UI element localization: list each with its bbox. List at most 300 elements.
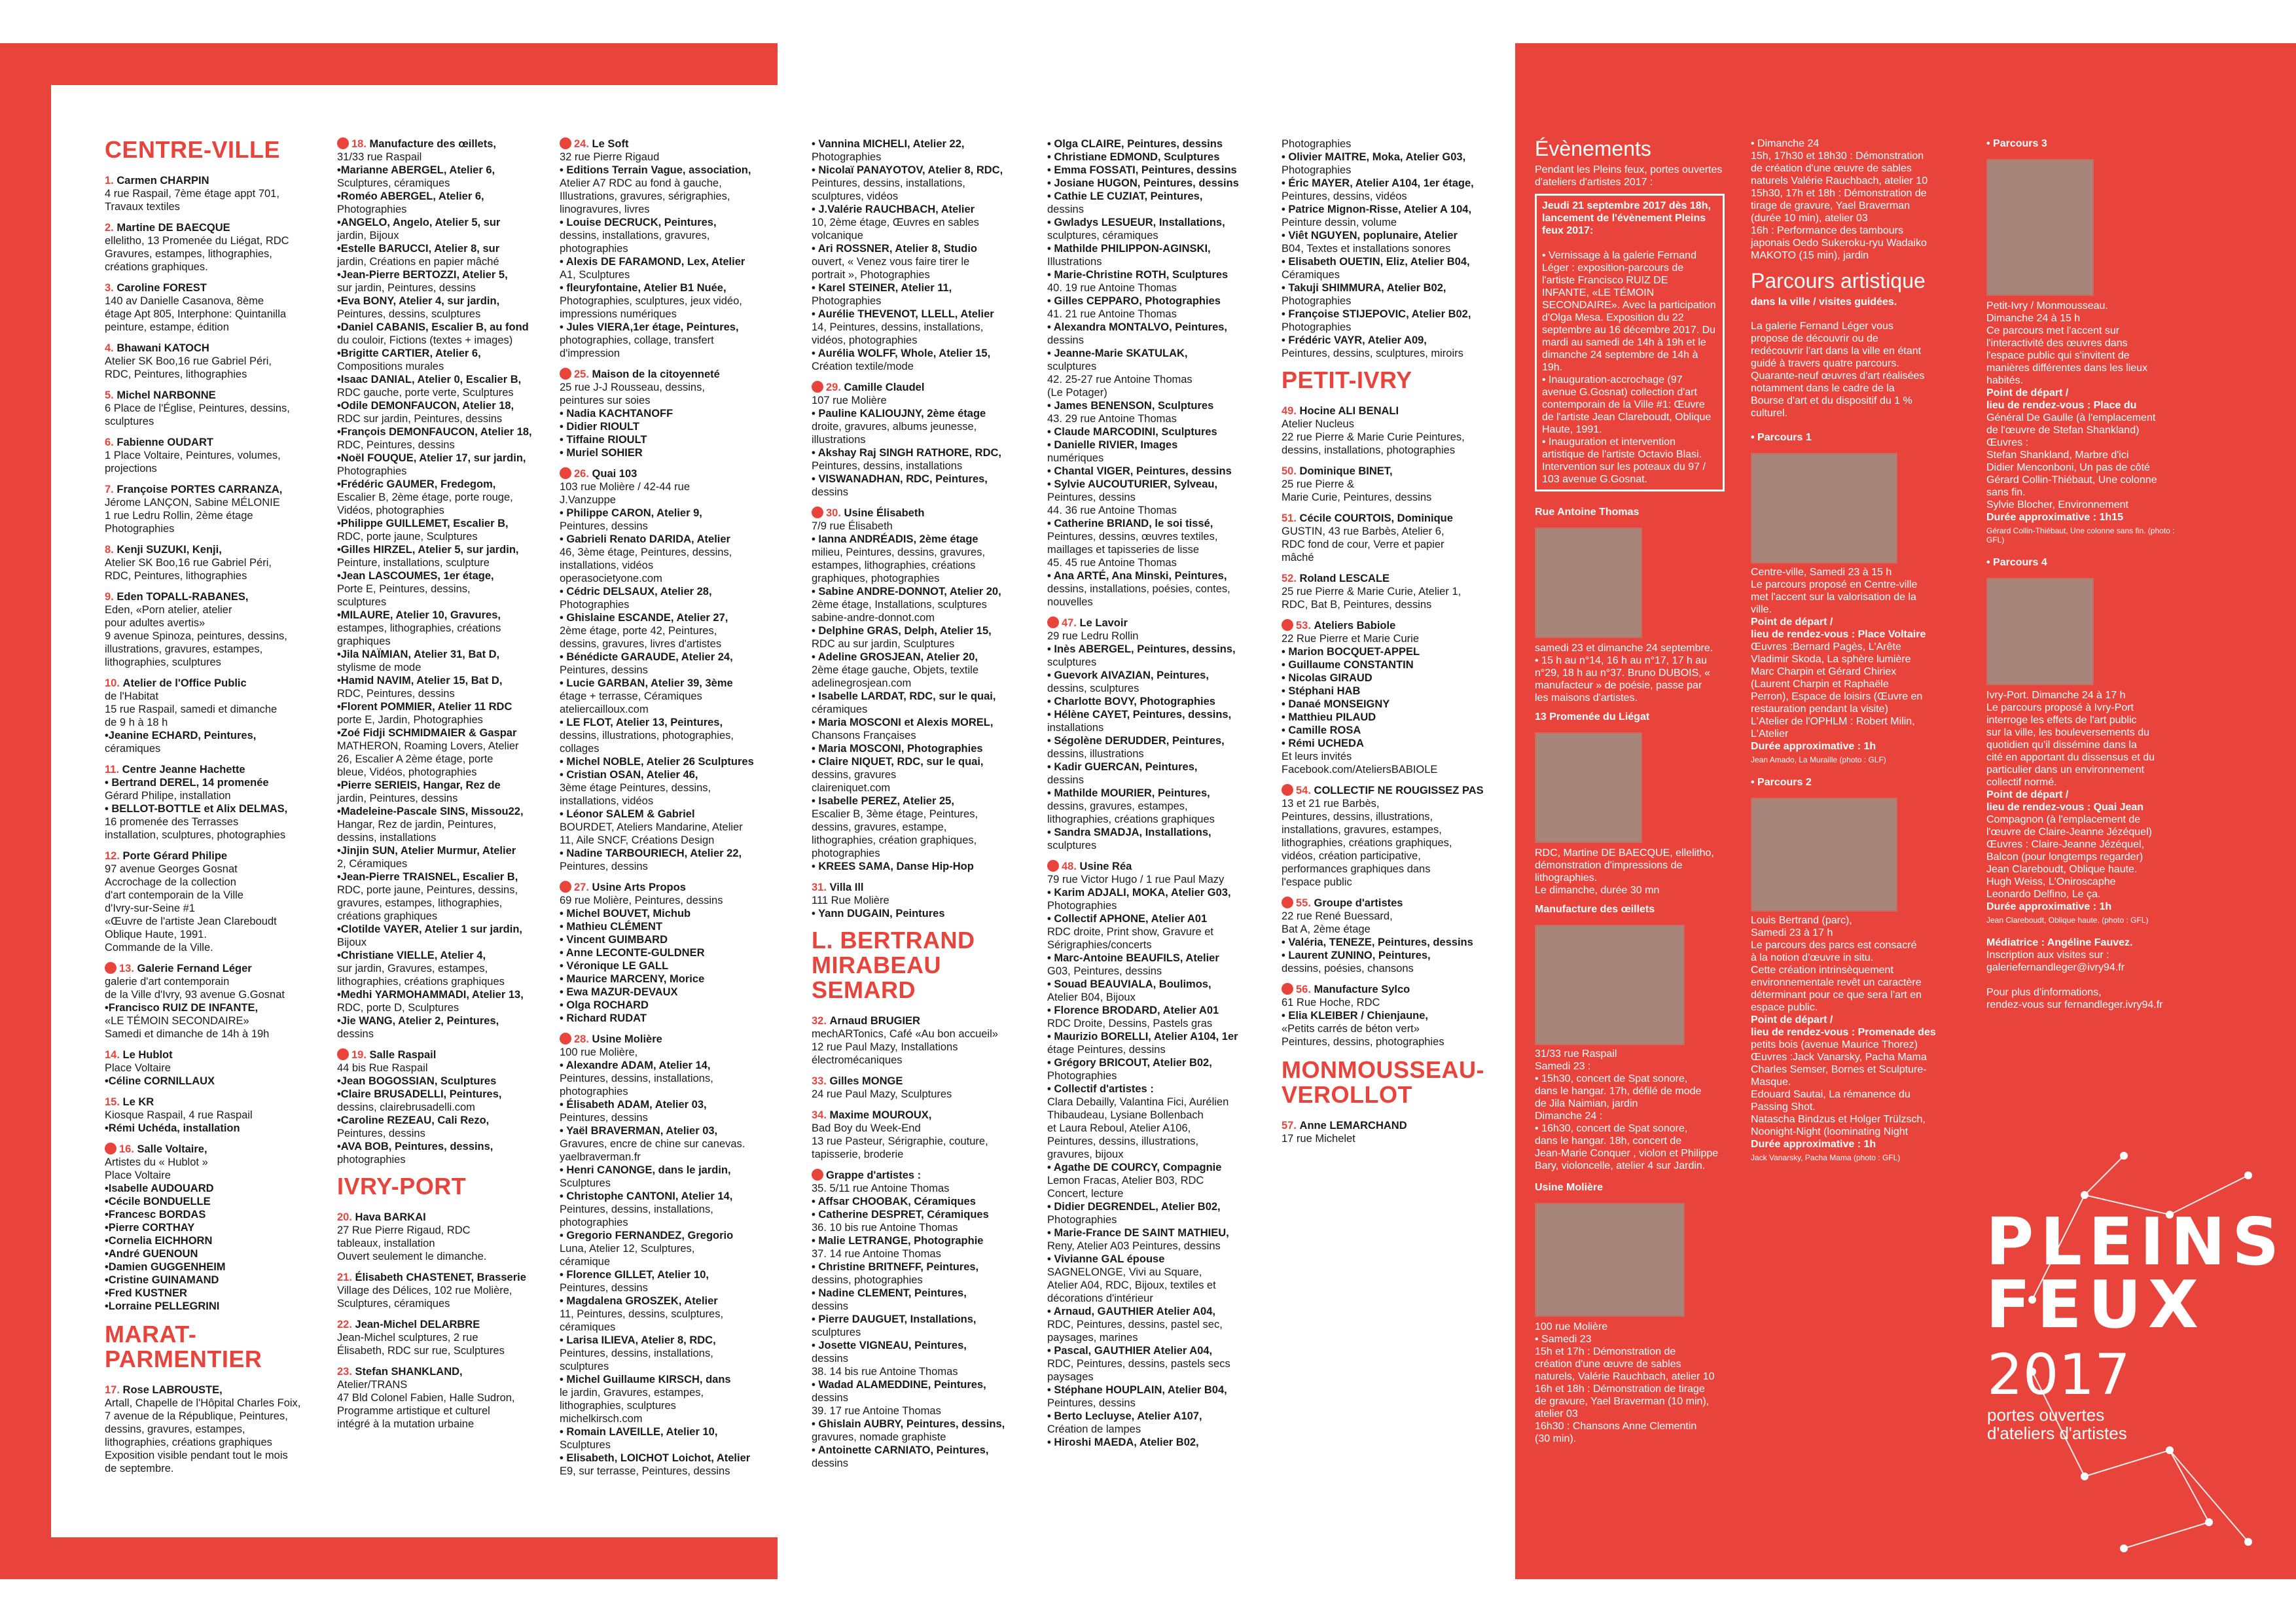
entry-line: dessins, clairebrusadelli.com xyxy=(337,1101,475,1113)
entry-line: Sérigraphies/concerts xyxy=(1047,939,1152,951)
entry-line: dessins xyxy=(1047,774,1084,786)
text-line: démonstration d'impressions de xyxy=(1535,860,1683,871)
text-line: • 16h30, concert de Spat sonore, xyxy=(1535,1123,1688,1134)
entry-line: •Jean-Pierre BERTOZZI, Atelier 5, xyxy=(337,269,508,281)
list-entry xyxy=(105,436,321,475)
list-entry xyxy=(1282,465,1498,504)
entry-line: 2ème étage, Installations, sculptures xyxy=(812,599,987,611)
text-line: Leonardo Delfino, Le ça. xyxy=(1986,889,2101,900)
entry-line: • Guevork AIVAZIAN, Peintures, xyxy=(1047,669,1209,681)
photo-parcours-4 xyxy=(1986,578,2094,685)
entry-line: dessins, illustrations, photographies, xyxy=(560,730,734,741)
entry-line: Création textile/mode xyxy=(812,361,914,372)
entry-line: • Delphine GRAS, Delph, Atelier 15, xyxy=(812,625,992,637)
text-line: Ce parcours met l'accent sur xyxy=(1986,325,2120,336)
entry-line: Peintures, dessins, installations xyxy=(812,460,963,472)
text-line: petits bois (avenue Maurice Thorez) xyxy=(1751,1039,1918,1050)
entry-line: Peintures, dessins, sculptures xyxy=(337,308,481,320)
entry-heading xyxy=(105,342,321,355)
entry-line: Bad Boy du Week-End xyxy=(812,1122,921,1134)
text-line: 15h30, 17h et 18h : Démonstration de xyxy=(1751,188,1927,199)
list-entry xyxy=(812,881,1028,920)
entry-line: • Cristian OSAN, Atelier 46, xyxy=(560,769,698,781)
entry-line: 15 rue Raspail, samedi et dimanche xyxy=(105,704,278,715)
parcours-3-caption: Gérard Collin-Thiébaut, Une colonne sans fin. (photo : GFL) xyxy=(1986,526,2175,544)
entry-line: Village des Délices, 102 rue Molière, xyxy=(337,1285,512,1296)
entry-line: RDC, Peintures, dessins xyxy=(337,439,455,451)
entry-line: • Adeline GROSJEAN, Atelier 20, xyxy=(812,651,978,663)
entry-line: •Madeleine-Pascale SINS, Missou22, xyxy=(337,806,524,817)
list-entry xyxy=(105,590,321,669)
entry-heading xyxy=(1282,897,1498,910)
entry-line: • Gwladys LESUEUR, Installations, xyxy=(1047,217,1225,228)
entry-line: jardin, Créations en papier mâché xyxy=(337,256,499,268)
text-line: Œuvres : Claire-Jeanne Jézéquel, xyxy=(1986,839,2145,850)
text-block xyxy=(1535,1048,1725,1172)
text-line: galeriefernandleger@ivry94.fr xyxy=(1986,962,2125,973)
entry-line: • Elia KLEIBER / Chienjaune, xyxy=(1282,1010,1428,1022)
entry-line: • Rémi UCHEDA xyxy=(1282,738,1364,749)
entry-name: Roland LESCALE xyxy=(1299,573,1390,584)
pleins-feux-logo xyxy=(1986,1204,2286,1343)
text-line: (durée 10 min), atelier 03 xyxy=(1751,213,1868,224)
entry-line: ouvert, « Venez vous faire tirer le xyxy=(812,256,970,268)
entry-line: 22 rue René Buessard, xyxy=(1282,910,1393,922)
entry-line: dessins, photographies xyxy=(812,1274,923,1286)
text-line: propose de découvrir ou de xyxy=(1751,333,1878,344)
text-line: Le parcours des parcs est consacré xyxy=(1751,940,1917,951)
entry-line: RDC, Bat B, Peintures, dessins xyxy=(1282,599,1432,611)
entry-line: 7/9 rue Élisabeth xyxy=(812,520,893,532)
entry-line: • Isabelle LARDAT, RDC, sur le quai, xyxy=(812,690,996,702)
entry-line: 40. 19 rue Antoine Thomas xyxy=(1047,282,1177,294)
entry-line: • Alexis DE FARAMOND, Lex, Atelier xyxy=(560,256,745,268)
text-block xyxy=(1751,137,1947,262)
entry-line: Peinture dessin, volume xyxy=(1282,217,1397,228)
entry-line: • Emma FOSSATI, Peintures, dessins xyxy=(1047,164,1237,176)
entry-number: 52. xyxy=(1282,573,1297,584)
entry-number: 6. xyxy=(105,437,114,448)
entry-line: dessins, gravures, livres d'artistes xyxy=(560,638,722,650)
column-3 xyxy=(560,137,776,1486)
text-line: manières différentes dans les lieux xyxy=(1986,363,2148,374)
entry-line: 16 promenée des Terrasses xyxy=(105,816,239,828)
entry-name: Hocine ALI BENALI xyxy=(1299,405,1399,417)
entry-line: • Sabine ANDRE-DONNOT, Atelier 20, xyxy=(812,586,1001,597)
entry-number: 7. xyxy=(105,484,114,495)
section-title-marat-parmentier: MARAT-PARMENTIER xyxy=(105,1321,262,1372)
list-entry xyxy=(337,137,547,1041)
entry-line: 31/33 rue Raspail xyxy=(337,151,422,163)
entry-line: Photographies xyxy=(1282,138,1352,150)
entry-line: Bat A, 2ème étage xyxy=(1282,923,1371,935)
entry-line: • Vivianne GAL épouse xyxy=(1047,1253,1165,1265)
text-line: 16h30 : Chansons Anne Clementin xyxy=(1535,1421,1697,1432)
list-entry xyxy=(812,381,1028,499)
entry-line: 13 et 21 rue Barbès, xyxy=(1282,798,1380,810)
entry-line: • Patrice Mignon-Risse, Atelier A 104, xyxy=(1282,204,1472,215)
entry-name: Le Soft xyxy=(592,138,629,150)
list-entry xyxy=(1282,1119,1498,1145)
text-line: Point de départ / xyxy=(1986,789,2069,800)
entry-number: 32. xyxy=(812,1015,827,1027)
entry-line: • Guillaume CONSTANTIN xyxy=(1282,659,1414,671)
entry-line: • Isabelle PEREZ, Atelier 25, xyxy=(812,795,954,807)
entry-line: 44. 36 rue Antoine Thomas xyxy=(1047,505,1177,516)
text-line: Durée approximative : 1h xyxy=(1751,1139,1876,1150)
entry-line: pour adultes avertis» xyxy=(105,617,206,629)
text-line: • 15h30, concert de Spat sonore, xyxy=(1535,1073,1688,1084)
logo-subtitle-line-1: portes ouvertes xyxy=(1987,1405,2105,1425)
entry-line: • Pauline KALIOUJNY, 2ème étage xyxy=(812,408,986,419)
entry-line: installations, vidéos xyxy=(560,795,654,807)
entry-line: • Maria MOSCONI et Alexis MOREL, xyxy=(812,717,994,728)
list-entry xyxy=(1282,404,1498,457)
entry-heading xyxy=(1047,616,1263,630)
entry-line: dessins, installations xyxy=(337,832,437,844)
text-line: notamment dans le cadre de la xyxy=(1751,383,1895,394)
entry-heading xyxy=(105,849,321,863)
entry-line: Peintures, dessins, œuvres textiles, xyxy=(1047,531,1218,543)
entry-line: de 9 h à 18 h xyxy=(105,717,168,728)
entry-heading xyxy=(105,962,321,975)
section-title-monmousseau: MONMOUSSEAU-VEROLLOT xyxy=(1282,1056,1484,1108)
entry-heading xyxy=(560,467,776,480)
text-block xyxy=(1986,936,2176,1011)
text-line: Œuvres : xyxy=(1986,437,2029,448)
entry-line: Escalier B, 2ème étage, porte rouge, xyxy=(337,491,513,503)
entry-name: Arnaud BRUGIER xyxy=(829,1015,920,1027)
entry-line: •Francesc BORDAS xyxy=(105,1209,206,1221)
text-line: Petit-Ivry / Monmousseau. xyxy=(1986,300,2108,312)
entry-line: 1 Place Voltaire, Peintures, volumes, xyxy=(105,450,281,461)
list-entry xyxy=(105,174,321,213)
list-entry xyxy=(105,281,321,334)
entry-heading xyxy=(105,436,321,449)
entry-number: 28. xyxy=(574,1033,589,1045)
logo-subtitle xyxy=(1987,1406,2127,1442)
entry-line: •Jeanine ECHARD, Peintures, xyxy=(105,730,257,741)
entry-name: Martine DE BAECQUE xyxy=(117,222,230,234)
entry-line: photographies xyxy=(560,243,628,255)
text-line: Samedi 23 : xyxy=(1535,1061,1591,1072)
entry-line: dessins, installations, poésies, contes, xyxy=(1047,583,1230,595)
entry-line: Place Voltaire xyxy=(105,1062,171,1074)
entry-line: 22 Rue Pierre et Marie Curie xyxy=(1282,633,1420,645)
entry-line: photographies xyxy=(560,1217,628,1228)
text-line: particulier dans un environnement xyxy=(1986,764,2145,776)
entry-line: installations xyxy=(1047,722,1104,734)
entry-line: •Roméo ABERGEL, Atelier 6, xyxy=(337,190,484,202)
parcours-2-caption: Jack Vanarsky, Pacha Mama (photo : GFL) xyxy=(1751,1153,1901,1162)
entry-line: 2ème étage gauche, Objets, textile xyxy=(812,664,978,676)
entry-name: Usine Molière xyxy=(592,1033,662,1045)
entry-line: • Elisabeth OUETIN, Eliz, Atelier B04, xyxy=(1282,256,1470,268)
entry-heading xyxy=(1282,784,1498,797)
list-entry xyxy=(812,1109,1028,1161)
text-line: Point de départ / xyxy=(1751,616,1833,628)
text-line: Durée approximative : 1h15 xyxy=(1986,512,2123,523)
entry-heading xyxy=(812,1075,1028,1088)
entry-number: 24. xyxy=(574,138,589,150)
entry-line: •Isaac DANIAL, Atelier 0, Escalier B, xyxy=(337,374,522,385)
entry-line: •ANGELO, Angelo, Atelier 5, sur xyxy=(337,217,501,228)
text-line: Bourse d'art et du dispositif du 1 % xyxy=(1751,395,1912,406)
entry-line: • Sylvie AUCOUTURIER, Sylveau, xyxy=(1047,478,1218,490)
entry-heading xyxy=(105,174,321,187)
bottom-red-band xyxy=(0,1537,778,1579)
parcours-1-caption: Jean Amado, La Muraille (photo : GLF) xyxy=(1751,755,1886,764)
entry-line: 111 Rue Molière xyxy=(812,895,889,906)
entry-line: • Jeanne-Marie SKATULAK, xyxy=(1047,348,1188,359)
entry-heading xyxy=(560,137,776,151)
entry-line: • Olivier MAITRE, Moka, Atelier G03, xyxy=(1282,151,1466,163)
usine-moliere-heading: Usine Molière xyxy=(1535,1182,1604,1193)
entry-line: sculptures, céramiques xyxy=(1047,230,1158,241)
entry-line: •Marianne ABERGEL, Atelier 6, xyxy=(337,164,495,176)
entry-line: • Hiroshi MAEDA, Atelier B02, xyxy=(1047,1436,1199,1448)
entry-line: Peintures, dessins, illustrations, xyxy=(1047,1135,1199,1147)
entry-line: dessins xyxy=(337,1028,374,1040)
entry-line: •Brigitte CARTIER, Atelier 6, xyxy=(337,348,481,359)
text-line: Quarante-neuf œuvres d'art réalisées xyxy=(1751,370,1925,382)
entry-name: Ateliers Babiole xyxy=(1314,620,1396,632)
entry-number: 50. xyxy=(1282,465,1297,477)
entry-line: lithographies, sculptures xyxy=(105,656,221,668)
entry-line: • Cédric DELSAUX, Atelier 28, xyxy=(560,586,712,597)
entry-number: 5. xyxy=(105,389,114,401)
text-line: japonais Oedo Sukeroku-ryu Wadaiko xyxy=(1751,238,1927,249)
text-block xyxy=(1542,200,1717,486)
text-line: Pour plus d'informations, xyxy=(1986,987,2102,998)
logo-title-line-2: FEUX xyxy=(1986,1266,2205,1343)
entry-number: 15. xyxy=(105,1096,120,1108)
list-entry xyxy=(560,137,776,360)
entry-name: Centre Jeanne Hachette xyxy=(122,764,245,776)
entry-line: illustrations xyxy=(812,434,866,446)
entry-line: Photographies xyxy=(337,204,407,215)
text-line: collectif normé. xyxy=(1986,777,2057,788)
entry-line: • Agathe DE COURCY, Compagnie xyxy=(1047,1162,1222,1173)
text-line: Masque. xyxy=(1751,1077,1791,1088)
location-marker-icon xyxy=(1282,619,1293,631)
list-entry xyxy=(812,1075,1028,1101)
entry-line: Peintures, dessins xyxy=(560,664,648,676)
entry-line: lithographies, création graphiques, xyxy=(812,834,977,846)
entry-line: • Danaé MONSEIGNY xyxy=(1282,698,1390,710)
entry-line: Peinture, installations, sculpture xyxy=(337,557,490,569)
text-line: 15h, 17h30 et 18h30 : Démonstration xyxy=(1751,151,1924,162)
left-red-band xyxy=(0,43,51,1579)
entry-line: volcanique xyxy=(812,230,863,241)
text-line: 100 rue Molière xyxy=(1535,1321,1608,1332)
entry-line: • J.Valérie RAUCHBACH, Atelier xyxy=(812,204,975,215)
entry-name: Michel NARBONNE xyxy=(117,389,216,401)
entry-number: 21. xyxy=(337,1272,352,1283)
entry-line: 29 rue Ledru Rollin xyxy=(1047,630,1139,642)
entry-line: • Marion BOCQUET-APPEL xyxy=(1282,646,1420,658)
entry-heading xyxy=(337,1048,547,1061)
entry-line: • Éric MAYER, Atelier A104, 1er étage, xyxy=(1282,177,1474,189)
entry-line: Vidéos, photographies xyxy=(337,505,444,516)
entry-name: Villa Ill xyxy=(829,882,864,893)
entry-line: • Arnaud, GAUTHIER Atelier A04, xyxy=(1047,1306,1215,1317)
entry-line: Peintures, dessins, installations, xyxy=(560,1073,713,1084)
entry-number: 2. xyxy=(105,222,114,234)
entry-heading xyxy=(105,1096,321,1109)
entry-line: 35. 5/11 rue Antoine Thomas xyxy=(812,1183,950,1194)
entry-line: dessins, gravures, estampes, xyxy=(105,1423,245,1435)
entry-line: d'Ivry-sur-Seine #1 xyxy=(105,902,195,914)
entry-line: vidéos, création participative, xyxy=(1282,850,1421,862)
entry-line: jardin, Bijoux xyxy=(337,230,399,241)
entry-line: A1, Sculptures xyxy=(560,269,630,281)
entry-line: • Lucie GARBAN, Atelier 39, 3ème xyxy=(560,677,733,689)
text-line: Samedi 23 à 17 h xyxy=(1751,927,1833,938)
entry-line: • Ghislain AUBRY, Peintures, dessins, xyxy=(812,1418,1005,1430)
entry-line: • Christine BRITNEFF, Peintures, xyxy=(812,1261,979,1273)
list-entry xyxy=(337,1318,547,1357)
column-5 xyxy=(1047,137,1263,1457)
entry-line: Porte E, Peintures, dessins, xyxy=(337,583,471,595)
text-line: espace public. xyxy=(1751,1002,1818,1013)
entry-line: • Michel BOUVET, Michub xyxy=(560,908,691,919)
entry-line: ellelitho, 13 Promenée du Liégat, RDC xyxy=(105,235,289,247)
photo-parcours-1 xyxy=(1751,453,1897,563)
text-line: lieu de rendez-vous : Place Voltaire xyxy=(1751,629,1926,640)
entry-line: jardin, Peintures, dessins xyxy=(337,793,458,804)
entry-line: Escalier B, 3ème étage, Peintures, xyxy=(812,808,978,820)
entry-line: dessins xyxy=(812,486,848,498)
entry-line: BOURDET, Ateliers Mandarine, Atelier xyxy=(560,821,743,833)
text-line: Le parcours proposé à Ivry-Port xyxy=(1986,702,2134,713)
entry-line: 79 rue Victor Hugo / 1 rue Paul Mazy xyxy=(1047,874,1225,885)
entry-line: Thibaudeau, Lysiane Bollenbach xyxy=(1047,1109,1204,1121)
text-line: Œuvres :Jack Vanarsky, Pacha Mama xyxy=(1751,1052,1927,1063)
entry-line: d'art contemporain de la Ville xyxy=(105,889,243,901)
entry-line: •Frédéric GAUMER, Fredegom, xyxy=(337,478,496,490)
text-line: n°29, 18 h au n°37. Bruno DUBOIS, « xyxy=(1535,668,1711,679)
entry-name: Porte Gérard Philipe xyxy=(122,850,228,862)
list-entry xyxy=(1282,512,1498,564)
entry-name: Anne LEMARCHAND xyxy=(1299,1120,1407,1132)
entry-line: • Pierre DAUGUET, Installations, xyxy=(812,1313,977,1325)
entry-line: • Camille ROSA xyxy=(1282,724,1361,736)
entry-name: Bhawani KATOCH xyxy=(117,342,209,354)
entry-line: • fleuryfontaine, Atelier B1 Nuée, xyxy=(560,282,726,294)
entry-line: 37. 14 rue Antoine Thomas xyxy=(812,1248,941,1260)
entry-line: mechARTonics, Café «Au bon accueil» xyxy=(812,1028,998,1040)
text-line: (30 min). xyxy=(1535,1433,1577,1444)
entry-line: RDC fond de cour, Verre et papier xyxy=(1282,539,1444,550)
entry-line: • Josette VIGNEAU, Peintures, xyxy=(812,1340,967,1351)
entry-line: Bijoux xyxy=(337,936,367,948)
entry-line: photographies xyxy=(337,1154,406,1166)
text-line: Jean Clareboudt, Oblique haute. xyxy=(1986,864,2138,875)
entry-line: 2, Céramiques xyxy=(337,858,408,870)
text-line: à la notion d'œuvre in situ. xyxy=(1751,952,1874,963)
entry-line: dessins, installations, gravures, xyxy=(560,230,710,241)
entry-line: Lemon Fracas, Atelier B03, RDC xyxy=(1047,1175,1204,1186)
entry-line: 6 Place de l'Église, Peintures, dessins, xyxy=(105,402,290,414)
entry-line: lithographies, créations graphiques xyxy=(1047,813,1215,825)
entry-name: Fabienne OUDART xyxy=(117,437,213,448)
entry-line: Sculptures, céramiques xyxy=(337,1298,450,1310)
list-entry xyxy=(337,1271,547,1310)
logo-subtitle-line-2: d'ateliers d'artistes xyxy=(1987,1423,2127,1443)
entry-line: • Vannina MICHELI, Atelier 22, xyxy=(812,138,965,150)
location-marker-icon xyxy=(812,507,823,518)
entry-line: • James BENENSON, Sculptures xyxy=(1047,400,1214,412)
entry-line: 22 rue Pierre & Marie Curie Peintures, xyxy=(1282,431,1465,443)
entry-line: • Claude MARCODINI, Sculptures xyxy=(1047,426,1217,438)
entry-name: Maxime MOUROUX, xyxy=(829,1109,932,1121)
entry-line: • Claire NIQUET, RDC, sur le quai, xyxy=(812,756,984,768)
entry-line: installations, vidéos xyxy=(560,560,654,571)
entry-number: 22. xyxy=(337,1319,352,1330)
entry-line: •Pierre CORTHAY xyxy=(105,1222,195,1234)
entry-line: E9, sur terrasse, Peintures, dessins xyxy=(560,1465,730,1477)
location-marker-icon xyxy=(560,881,571,893)
entry-number: 53. xyxy=(1296,620,1311,632)
list-entry xyxy=(105,1143,321,1313)
text-line: Louis Bertrand (parc), xyxy=(1751,915,1852,926)
entry-heading xyxy=(105,1143,321,1156)
text-line: Jean-Marie Conquer , violon et Philippe xyxy=(1535,1148,1719,1159)
entry-heading xyxy=(812,1014,1028,1027)
entry-line: • Danielle RIVIER, Images xyxy=(1047,439,1178,451)
entry-line: photographies, collage, transfert xyxy=(560,334,714,346)
entry-line: • Josiane HUGON, Peintures, dessins xyxy=(1047,177,1239,189)
text-line: Œuvres :Bernard Pagès, L'Arête xyxy=(1751,641,1901,652)
entry-line: Sculptures xyxy=(560,1439,611,1451)
entry-line: • Grégory BRICOUT, Atelier B02, xyxy=(1047,1057,1212,1069)
entry-line: • Didier DEGRENDEL, Atelier B02, xyxy=(1047,1201,1221,1213)
entry-heading xyxy=(1282,512,1498,525)
entry-line: Place Voltaire xyxy=(105,1169,171,1181)
entry-line: 14, Peintures, dessins, installations, xyxy=(812,321,984,333)
entry-name: Usine Réa xyxy=(1079,861,1132,872)
text-line: (Laurent Charpin et Raphaële xyxy=(1751,679,1889,690)
list-entry xyxy=(560,1033,776,1478)
entry-number: 13. xyxy=(119,963,134,974)
entry-line: 4 rue Raspail, 7ème étage appt 701, xyxy=(105,188,279,200)
entry-line: paysages, marines xyxy=(1047,1332,1138,1344)
entry-line: • Ewa MAZUR-DEVAUX xyxy=(560,986,678,998)
entry-line: • Yaël BRAVERMAN, Atelier 03, xyxy=(560,1125,718,1137)
entry-line: • Olga ROCHARD xyxy=(560,999,649,1011)
entry-line: • Ségolène DERUDDER, Peintures, xyxy=(1047,735,1225,747)
text-line: culturel. xyxy=(1751,408,1788,419)
entry-line: • Kadir GUERCAN, Peintures, xyxy=(1047,761,1198,773)
entry-name: Le Lavoir xyxy=(1079,617,1128,629)
entry-line: • BELLOT-BOTTLE et Alix DELMAS, xyxy=(105,803,288,815)
logo-title-line-1: PLEINS xyxy=(1986,1204,2286,1280)
text-line: Stefan Shankland, Marbre d'ici xyxy=(1986,450,2129,461)
entry-line: gravures, bijoux xyxy=(1047,1149,1124,1160)
entry-line: • Vincent GUIMBARD xyxy=(560,934,668,946)
entry-line: Peintures, dessins xyxy=(560,861,648,872)
entry-line: milieu, Peintures, dessins, gravures, xyxy=(812,546,986,558)
entry-line: créations graphiques. xyxy=(105,261,208,273)
list-entry xyxy=(105,483,321,535)
entry-line: •Daniel CABANIS, Escalier B, au fond xyxy=(337,321,529,333)
entry-name: Salle Raspail xyxy=(369,1049,437,1061)
entry-line: lithographies, créations graphiques xyxy=(337,976,505,988)
entry-line: •François DEMONFAUCON, Atelier 18, xyxy=(337,426,532,438)
entry-line: 41. 21 rue Antoine Thomas xyxy=(1047,308,1177,320)
entry-heading xyxy=(1282,572,1498,585)
